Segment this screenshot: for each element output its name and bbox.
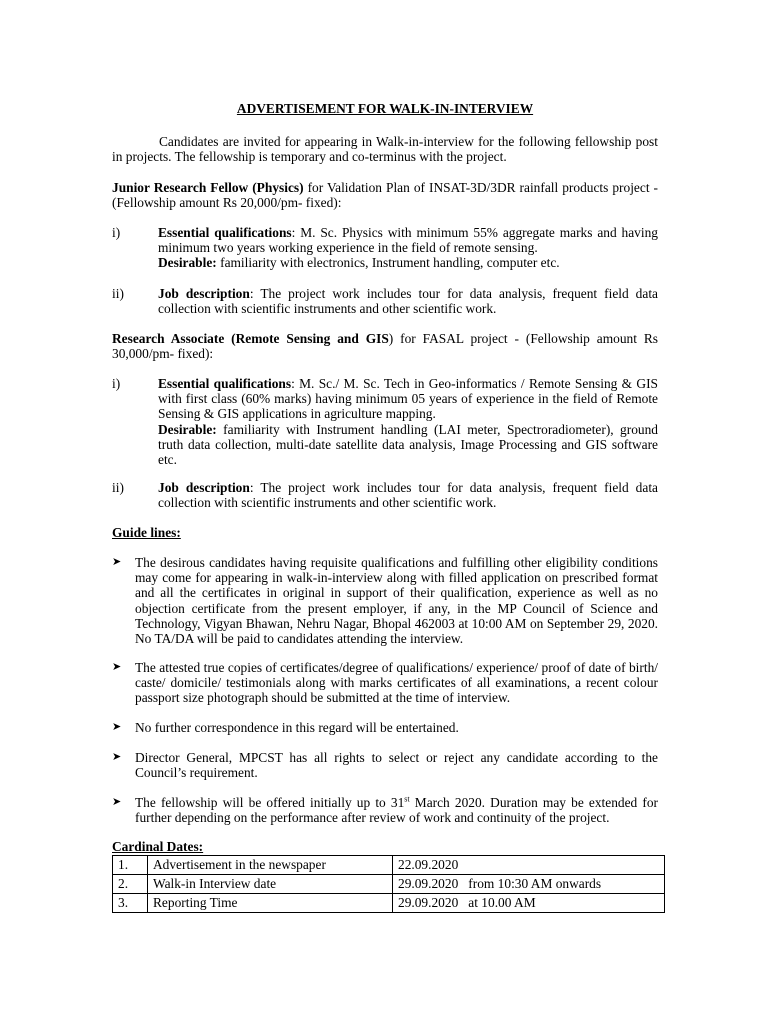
item-number: i) [112,376,121,391]
intro-paragraph: Candidates are invited for appearing in Walk-in-interview for the following fellowship post in projects. The fellowship is temporary and co-terminus with the project. [112,134,658,165]
cardinal-dates-table [112,855,665,913]
item-number: ii) [112,286,124,301]
item-label: Essential qualifications [158,376,292,391]
post2-name: Research Associate (Remote Sensing and GIS [112,331,389,346]
item-number: ii) [112,480,124,495]
item-text: : The project work includes tour for data analysis, frequent field data collection with scientific instruments and other scientific work. [158,480,658,511]
desirable-text: familiarity with Instrument handling (LAI meter, Spectroradiometer), ground truth data collection, multi-date satellite data analysis, Image Processing and GIS software etc. [158,421,658,468]
item-text: : M. Sc. Physics with minimum 55% aggregate marks and having minimum two years working experience in the field of remote sensing. [158,225,658,256]
item-body [158,376,658,467]
post2-heading [112,331,658,361]
item-label: Essential qualifications [158,225,292,240]
table-cell: 3. [113,894,148,913]
post2-desc: ) for FASAL project - (Fellowship amount Rs 30,000/pm- fixed): [112,331,658,362]
arrow-bullet-icon: ➤ [112,751,122,763]
table-cell: 29.09.2020 from 10:30 AM onwards [393,875,665,894]
post1-heading [112,180,658,210]
document-title: ADVERTISEMENT FOR WALK-IN-INTERVIEW [236,101,534,116]
post1-name: Junior Research Fellow (Physics) [112,180,304,195]
item-label: Job description [158,480,250,495]
arrow-bullet-icon: ➤ [112,721,122,733]
table-cell: 22.09.2020 [393,856,665,875]
table-cell: Walk-in Interview date [148,875,393,894]
table-cell: 1. [113,856,148,875]
desirable-label: Desirable: [158,421,217,437]
item-body [158,480,658,510]
item-text: : The project work includes tour for data analysis, frequent field data collection with scientific instruments and other scientific work. [158,286,658,317]
table-cell: Reporting Time [148,894,393,913]
post1-desc: for Validation Plan of INSAT-3D/3DR rainfall products project - (Fellowship amount Rs 20,000/pm- fixed): [112,180,659,211]
table-cell: 2. [113,875,148,894]
item-label: Job description [158,286,250,301]
item-body [158,225,658,271]
arrow-bullet-icon: ➤ [112,556,122,568]
table-cell: Advertisement in the newspaper [148,856,393,875]
table-row [113,894,665,913]
item-number: i) [112,225,121,240]
arrow-bullet-icon: ➤ [112,661,122,673]
table-row [113,856,665,875]
arrow-bullet-icon: ➤ [112,796,122,808]
table-row [113,875,665,894]
table-cell: 29.09.2020 at 10.00 AM [393,894,665,913]
guidelines-heading: Guide lines: [112,525,181,540]
desirable-text: familiarity with electronics, Instrument handling, computer etc. [216,255,560,271]
desirable-label: Desirable: [158,255,217,271]
item-body [158,286,658,316]
cardinal-dates-heading: Cardinal Dates: [112,839,204,854]
item-text: : M. Sc./ M. Sc. Tech in Geo-informatics / Remote Sensing & GIS with first class (60% marks) having minimum 05 years of experience in the field of Remote Sensing & GIS applications in agriculture mapping. [158,376,658,422]
